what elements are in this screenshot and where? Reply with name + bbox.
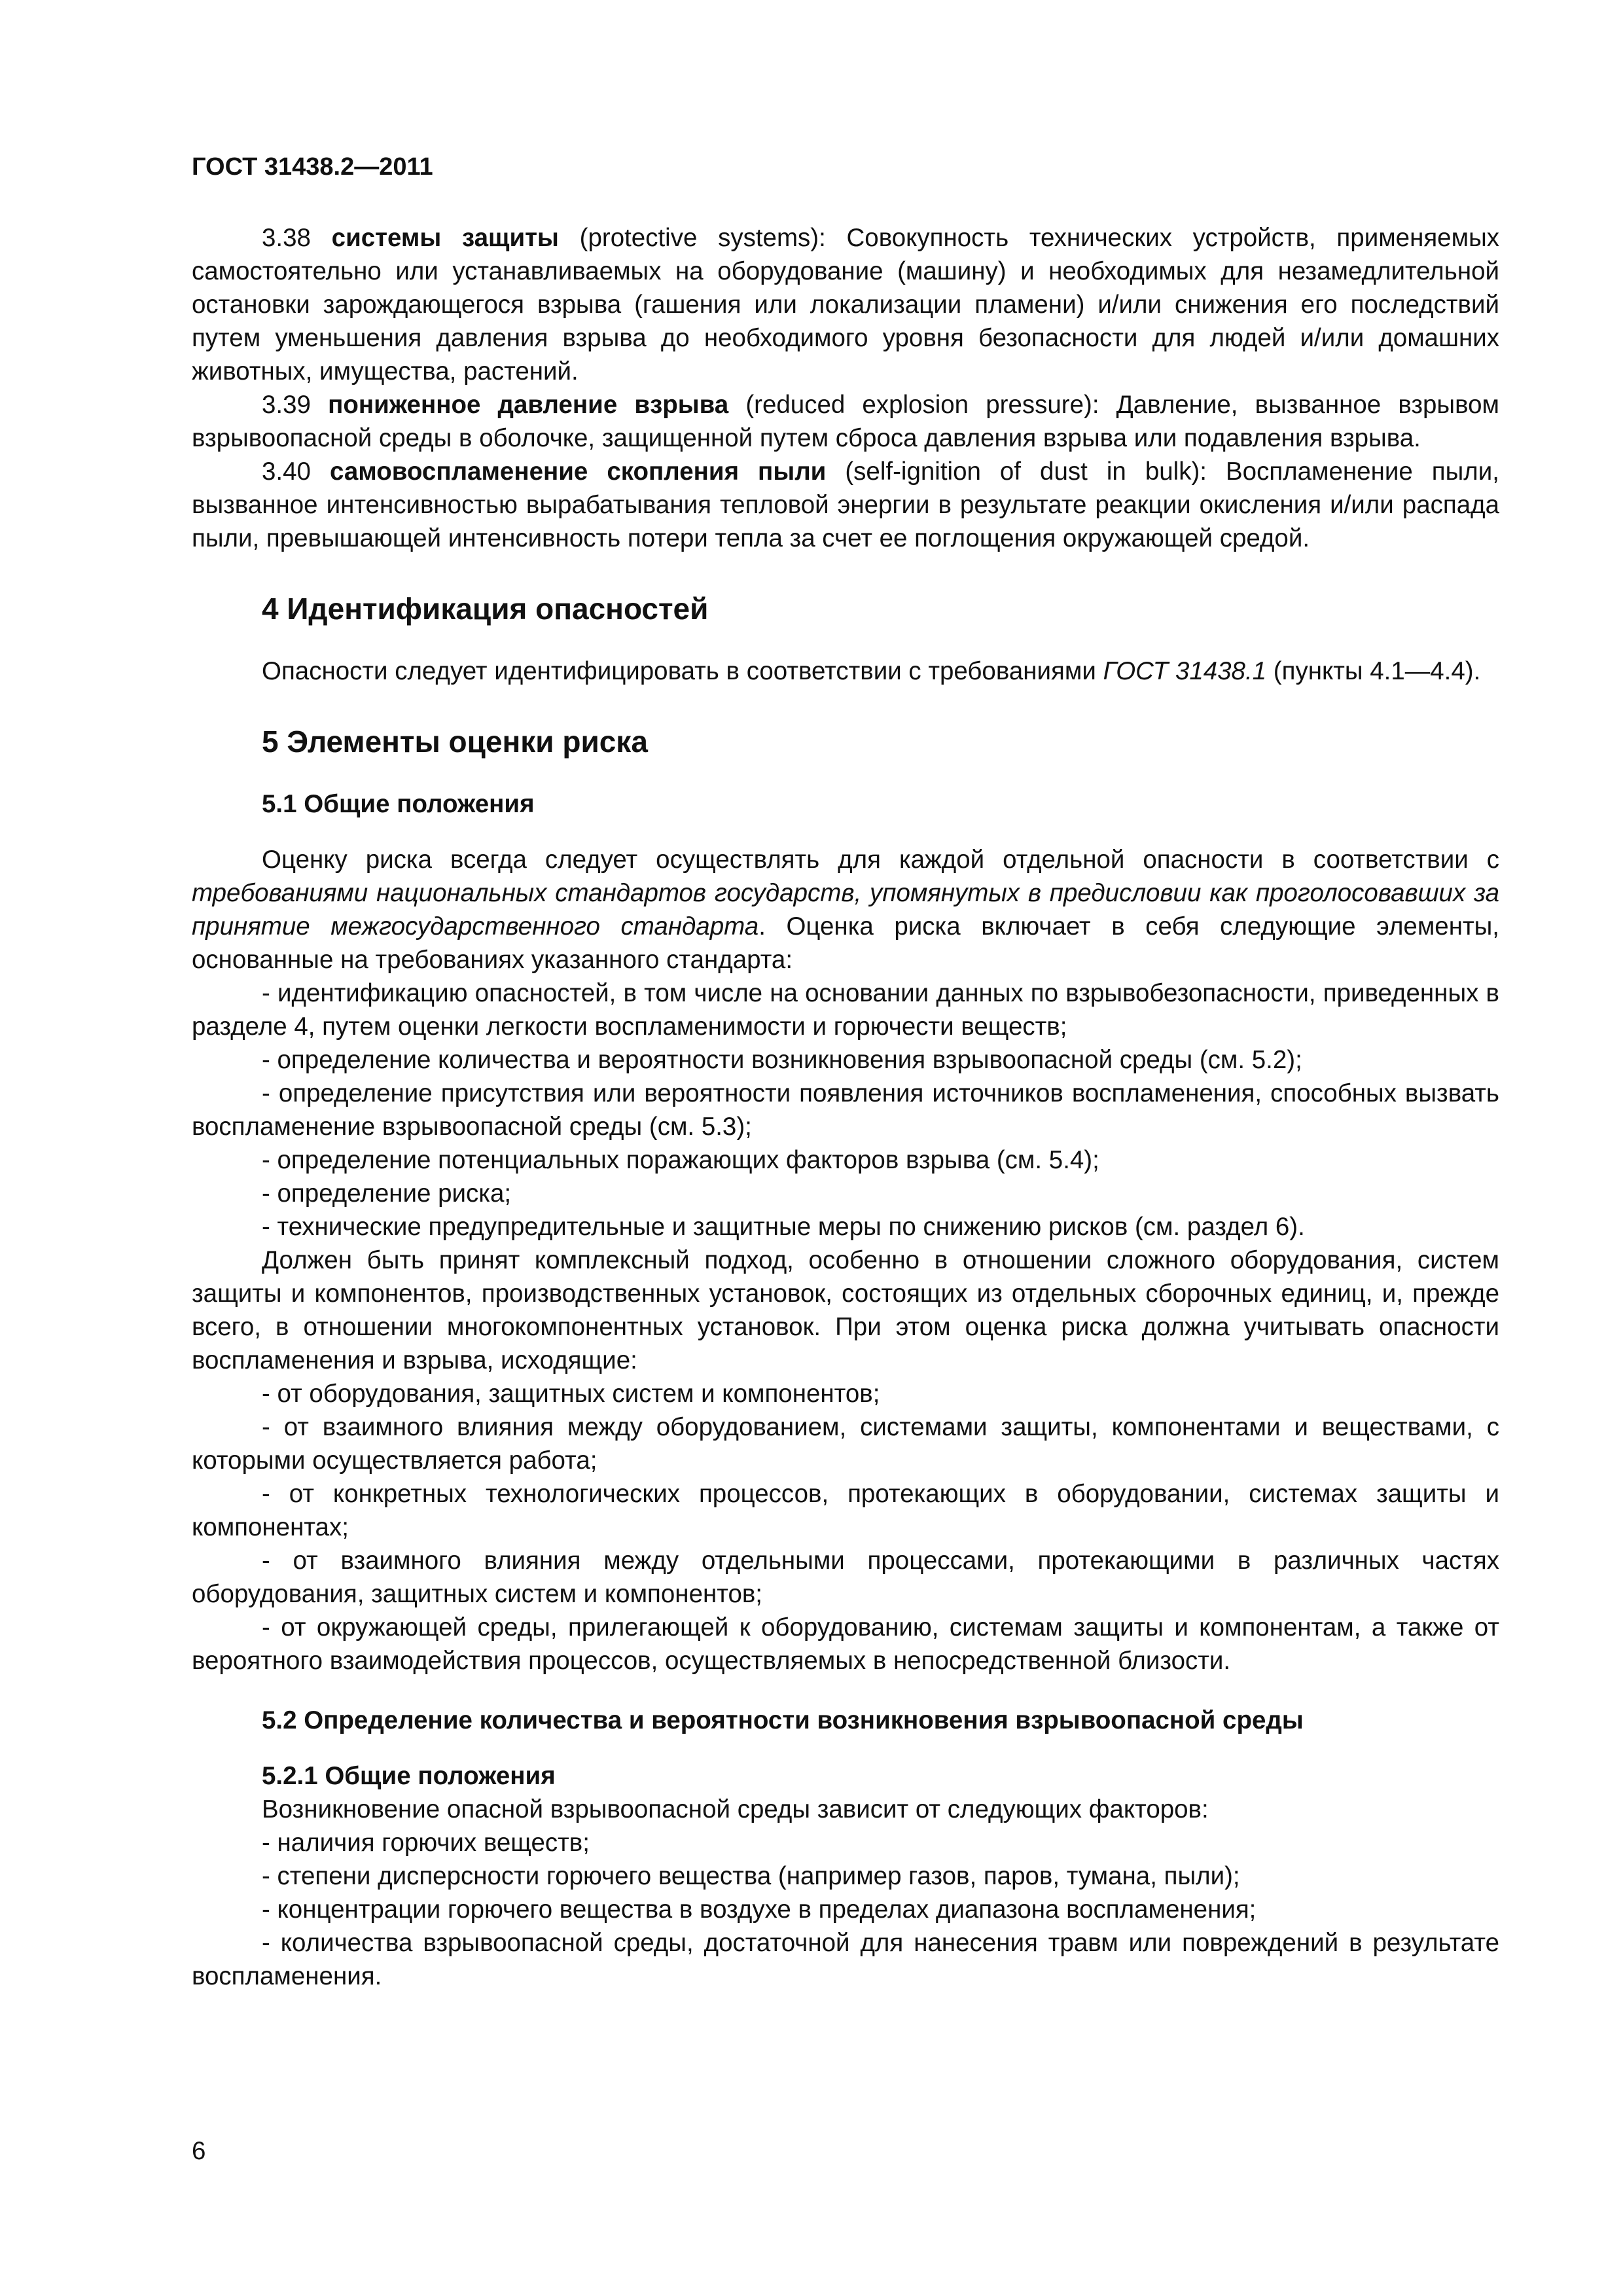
list-item: - идентификацию опасностей, в том числе на основании данных по взрывобезопасности, приведенных в разделе 4, путем оценки легкости воспламенимости и горючести веществ; — [192, 979, 1499, 1041]
definition-text: (self-ignition of dust in bulk): Воспламенение пыли, вызванное интенсивностью вырабатывания тепловой энергии в результате реакции окисления и/или распада пыли, превышающей интенсивность потери тепла за счет ее поглощения окружающей средой. — [192, 457, 1499, 552]
definition-number: 3.38 — [262, 224, 332, 252]
list-item: - от конкретных технологических процессов, протекающих в оборудовании, системах защиты и компонентах; — [192, 1480, 1499, 1541]
list-item: - наличия горючих веществ; — [262, 1829, 590, 1857]
definition-3-38 — [192, 221, 1499, 388]
list-item: - от окружающей среды, прилегающей к оборудованию, системам защиты и компонентам, а также от вероятного взаимодействия процессов, осуществляемых в непосредственной близости. — [192, 1613, 1499, 1675]
definition-term: самовоспламенение скопления пыли — [329, 457, 827, 486]
definition-number: 3.39 — [262, 391, 329, 419]
definition-number: 3.40 — [262, 457, 330, 486]
list-item: - концентрации горючего вещества в воздухе в пределах диапазона воспламенения; — [262, 1895, 1257, 1924]
section-4-text-part: Опасности следует идентифицировать в соответствии с требованиями — [262, 657, 1103, 685]
paragraph-text: . Оценка риска включает в себя следующие элементы, основанные на требованиях указанного стандарта: — [192, 912, 1499, 974]
definition-term: системы защиты — [331, 224, 559, 252]
list-item: - количества взрывоопасной среды, достаточной для нанесения травм или повреждений в результате воспламенения. — [192, 1929, 1499, 1990]
paragraph-text: Оценку риска всегда следует осуществлять для каждой отдельной опасности в соответствии с — [262, 846, 1499, 874]
list-item: - от взаимного влияния между отдельными процессами, протекающими в различных частях оборудования, защитных систем и компонентов; — [192, 1547, 1499, 1608]
definition-term: пониженное давление взрыва — [328, 391, 729, 419]
subsection-5-2-1-heading: 5.2.1 Общие положения — [262, 1762, 556, 1790]
paragraph-italic-text: требованиями национальных стандартов государств, упомянутых в предисловии как проголосовавших за принятие межгосударственного стандарта — [192, 879, 1499, 941]
document-code-header: ГОСТ 31438.2—2011 — [192, 153, 433, 181]
subsection-5-1-paragraph — [192, 843, 1499, 977]
section-4-text-part: (пункты 4.1—4.4). — [1266, 657, 1481, 685]
section-5-heading: 5 Элементы оценки риска — [262, 725, 648, 759]
page-content — [192, 221, 1499, 1993]
definition-text: (reduced explosion pressure): Давление, вызванное взрывом взрывоопасной среды в оболочке, защищенной путем сброса давления взрыва или подавления взрыва. — [192, 391, 1499, 452]
list-item: - степени дисперсности горючего вещества (например газов, паров, тумана, пыли); — [262, 1862, 1240, 1890]
list-item: - определение потенциальных поражающих факторов взрыва (см. 5.4); — [262, 1146, 1099, 1174]
subsection-5-1-heading: 5.1 Общие положения — [262, 790, 535, 818]
standard-reference: ГОСТ 31438.1 — [1103, 657, 1267, 685]
section-4-text — [192, 655, 1499, 688]
subsection-5-1-paragraph-2: Должен быть принят комплексный подход, особенно в отношении сложного оборудования, систем защиты и компонентов, производственных установок, состоящих из отдельных сборочных единиц, и, прежде всего, в отношении многокомпонентных установок. При этом оценка риска должна учитывать опасности воспламенения и взрыва, исходящие: — [192, 1246, 1499, 1374]
list-item: - определение количества и вероятности возникновения взрывоопасной среды (см. 5.2); — [262, 1046, 1302, 1074]
definition-3-40 — [192, 455, 1499, 555]
list-item: - от оборудования, защитных систем и компонентов; — [262, 1380, 880, 1408]
subsection-5-2-heading: 5.2 Определение количества и вероятности возникновения взрывоопасной среды — [262, 1706, 1304, 1734]
definition-3-39 — [192, 388, 1499, 455]
subsection-5-2-1-paragraph: Возникновение опасной взрывоопасной среды зависит от следующих факторов: — [262, 1795, 1209, 1823]
list-item: - технические предупредительные и защитные меры по снижению рисков (см. раздел 6). — [262, 1213, 1305, 1241]
section-4-heading: 4 Идентификация опасностей — [262, 592, 709, 626]
list-item: - определение присутствия или вероятности появления источников воспламенения, способных вызвать воспламенение взрывоопасной среды (см. 5.3); — [192, 1079, 1499, 1141]
list-item: - определение риска; — [262, 1179, 512, 1208]
definition-text: (protective systems): Совокупность технических устройств, применяемых самостоятельно или устанавливаемых на оборудование (машину) и необходимых для незамедлительной остановки зарождающегося взрыва (гашения или локализации пламени) и/или снижения его последствий путем уменьшения давления взрыва до необходимого уровня безопасности для людей и/или домашних животных, имущества, растений. — [192, 224, 1499, 386]
list-item: - от взаимного влияния между оборудованием, системами защиты, компонентами и веществами, с которыми осуществляется работа; — [192, 1413, 1499, 1475]
page-number: 6 — [192, 2137, 206, 2165]
